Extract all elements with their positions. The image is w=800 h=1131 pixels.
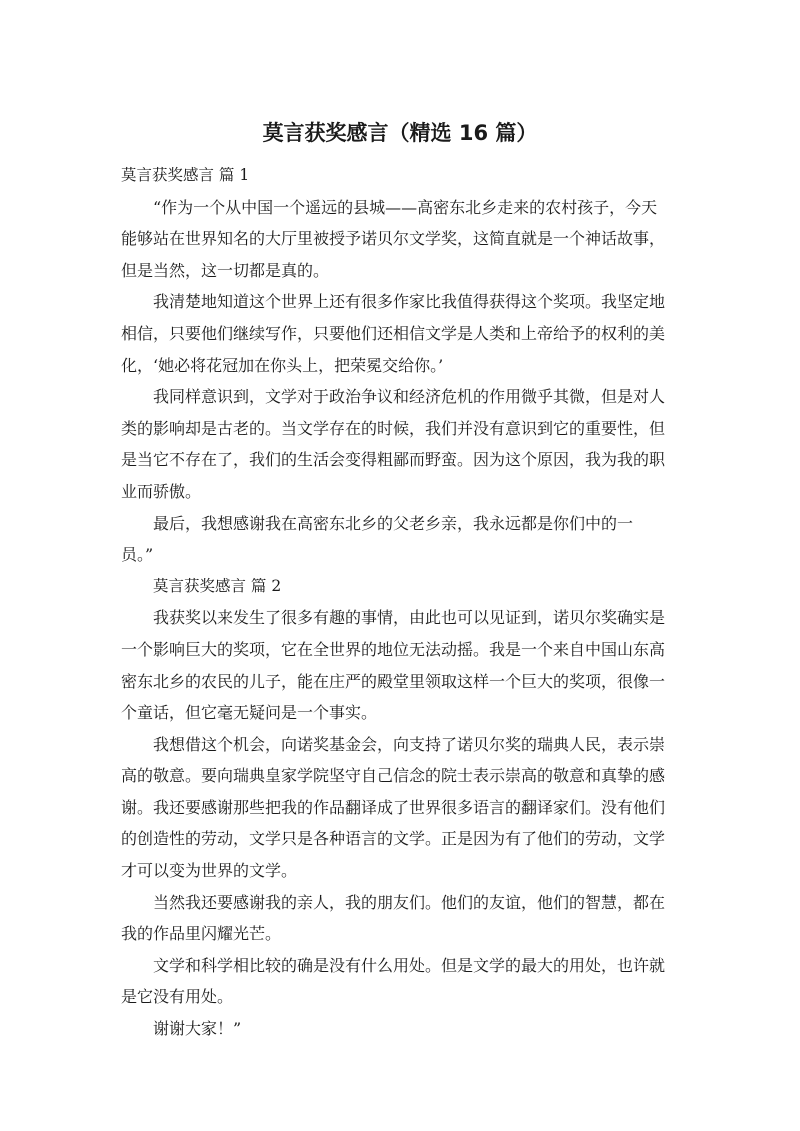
paragraph-line: 能够站在世界知名的大厅里被授予诺贝尔文学奖，这简直就是一个神话故事，: [121, 229, 666, 249]
section-heading-2: 莫言获奖感言 篇 2: [153, 576, 282, 595]
document-body: [121, 160, 673, 1045]
paragraph-line: 我的作品里闪耀光芒。: [121, 924, 282, 944]
paragraph-line: 类的影响却是古老的。当文学存在的时候，我们并没有意识到它的重要性，但: [121, 418, 666, 438]
paragraph-line: 高的敬意。要向瑞典皇家学院坚守自己信念的院士表示崇高的敬意和真挚的感: [121, 766, 666, 786]
paragraph-line: 化，‘她必将花冠加在你头上，把荣冕交给你。’: [121, 355, 444, 375]
paragraph-line: 我清楚地知道这个世界上还有很多作家比我值得获得这个奖项。我坚定地: [153, 292, 666, 312]
paragraph-line: 相信，只要他们继续写作，只要他们还相信文学是人类和上帝给予的权利的美: [121, 323, 666, 343]
paragraph-line: 的创造性的劳动，文学只是各种语言的文学。正是因为有了他们的劳动，文学: [121, 829, 666, 849]
paragraph-line: 业而骄傲。: [121, 481, 202, 501]
paragraph-line: “作为一个从中国一个遥远的县城——高密东北乡走来的农村孩子，今天: [153, 197, 658, 217]
paragraph-line: 个童话，但它毫无疑问是一个事实。: [121, 703, 378, 723]
document-title: 莫言获奖感言（精选 16 篇）: [262, 121, 538, 145]
paragraph-line: 才可以变为世界的文学。: [121, 861, 298, 881]
paragraph-line: 我获奖以来发生了很多有趣的事情，由此也可以见证到，诺贝尔奖确实是: [153, 608, 666, 628]
paragraph-line: 谢。我还要感谢那些把我的作品翻译成了世界很多语言的翻译家们。没有他们: [121, 797, 666, 817]
section-heading-1: 莫言获奖感言 篇 1: [121, 166, 250, 184]
paragraph-line: 我想借这个机会，向诺奖基金会，向支持了诺贝尔奖的瑞典人民，表示崇: [153, 734, 666, 754]
paragraph-line: 谢谢大家！”: [153, 1019, 242, 1039]
paragraph-line: 文学和科学相比较的确是没有什么用处。但是文学的最大的用处，也许就: [153, 955, 666, 975]
paragraph-line: 一个影响巨大的奖项，它在全世界的地位无法动摇。我是一个来自中国山东高: [121, 639, 666, 659]
paragraph-line: 当然我还要感谢我的亲人，我的朋友们。他们的友谊，他们的智慧，都在: [153, 892, 666, 912]
paragraph-line: 但是当然，这一切都是真的。: [121, 260, 330, 280]
paragraph-line: 我同样意识到，文学对于政治争议和经济危机的作用微乎其微，但是对人: [153, 387, 666, 407]
paragraph-line: 最后，我想感谢我在高密东北乡的父老乡亲，我永远都是你们中的一: [153, 513, 634, 533]
paragraph-line: 是它没有用处。: [121, 987, 234, 1007]
paragraph-line: 是当它不存在了，我们的生活会变得粗鄙而野蛮。因为这个原因，我为我的职: [121, 450, 666, 470]
paragraph-line: 密东北乡的农民的儿子，能在庄严的殿堂里领取这样一个巨大的奖项，很像一: [121, 671, 666, 691]
paragraph-line: 员。”: [121, 545, 154, 565]
